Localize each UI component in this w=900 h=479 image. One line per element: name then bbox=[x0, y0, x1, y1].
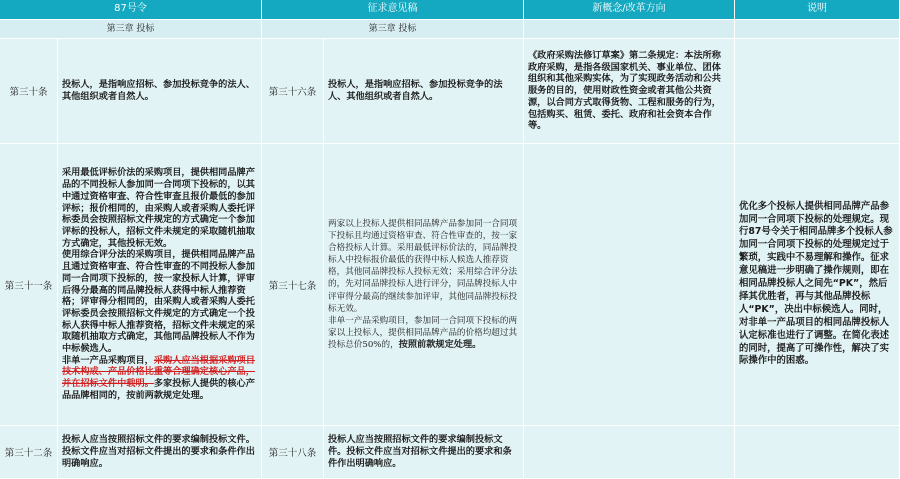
row2-old-text bbox=[58, 144, 262, 426]
row2-old-para-1: 采用最低评标价法的采购项目，提供相同品牌产品的不同投标人参加同一合同项下投标的，以其中通过资格审查、符合性审查且报价最低的参加评标；报价相同的，由采购人或者采购人委托评标委员会按照招标文件规定的方式确定一个参加评标的投标人，招标文件未规定的采取随机抽取方式确定，其他投标无效。 bbox=[62, 167, 255, 249]
row3-notes-empty bbox=[735, 426, 900, 479]
row1-old-article: 第三十条 bbox=[0, 39, 58, 144]
row2-notes-text bbox=[735, 144, 900, 426]
row1-old-text bbox=[58, 39, 262, 144]
row2-old-para-2: 使用综合评分法的采购项目，提供相同品牌产品且通过资格审查、符合性审查的不同投标人参加同一合同项下投标的，按一家投标人计算，评审后得分最高的同品牌投标人获得中标人推荐资格；评审得分相同的，由采购人或者采购人委托评标委员会按照招标文件规定的方式确定一个投标人获得中标人推荐资格，招标文件未规定的采取随机抽取方式确定，其他同品牌投标人不作为中标候选人。 bbox=[62, 249, 255, 355]
header-old-law: 87号令 bbox=[0, 0, 262, 20]
row3-concept-empty bbox=[524, 426, 735, 479]
chapter-old: 第三章 投标 bbox=[0, 20, 262, 39]
row1-concept-text bbox=[524, 39, 735, 144]
row3-old-text bbox=[58, 426, 262, 479]
row2-old-para-3c: 多家投标人提供的核心产品品牌相同的，按前两款规定处理。 bbox=[62, 378, 255, 401]
row2-concept-empty bbox=[524, 144, 735, 426]
row1-old-text-content: 投标人，是指响应招标、参加投标竞争的法人、其他组织或者自然人。 bbox=[62, 79, 255, 102]
row3-new-article: 第三十八条 bbox=[262, 426, 324, 479]
row1-notes-empty bbox=[735, 39, 900, 144]
row2-old-para-3 bbox=[62, 355, 257, 402]
row2-new-text bbox=[324, 144, 524, 426]
chapter-new: 第三章 投标 bbox=[262, 20, 524, 39]
row3-old-text-content: 投标人应当按照招标文件的要求编制投标文件。投标文件应当对招标文件提出的要求和条件作出明确响应。 bbox=[62, 434, 255, 469]
row3-new-text bbox=[324, 426, 524, 479]
row2-new-para-2a: 非单一产品采购项目，参加同一合同项下投标的两家以上投标人，提供相同品牌产品的价格均超过其投标总价50%的， bbox=[328, 315, 518, 350]
row1-new-text-content: 投标人，是指响应招标、参加投标竞争的法人、其他组织或者自然人。 bbox=[328, 79, 503, 102]
row2-old-article: 第三十一条 bbox=[0, 144, 58, 426]
header-draft: 征求意见稿 bbox=[262, 0, 524, 20]
row2-old-deleted-text: 采购人应当根据采购项目技术构成、产品价格比重等合理确定核心产品，并在招标文件中载明。 bbox=[62, 354, 255, 390]
row2-new-article: 第三十七条 bbox=[262, 144, 324, 426]
row1-new-article: 第三十六条 bbox=[262, 39, 324, 144]
row3-new-text-content: 投标人应当按照招标文件的要求编制投标文件。投标文件应当对招标文件提出的要求和条件作出明确响应。 bbox=[328, 434, 512, 469]
chapter-notes-empty bbox=[735, 20, 900, 39]
row2-new-para-2 bbox=[328, 315, 519, 351]
header-concept: 新概念/改革方向 bbox=[524, 0, 735, 20]
row2-notes-content: 优化多个投标人提供相同品牌产品参加同一合同项下投标的处理规定。现行87号令关于相同品牌多个投标人参加同一合同项下投标的处理规定过于繁琐，实践中不易理解和操作。征求意见稿进一步明确了操作规则，即在相同品牌投标人之间先“PK”，然后择其优胜者，再与其他品牌投标人“PK”，决出中标候选人。同时，对非单一产品项目的相同品牌投标人认定标准也进行了调整。在简化表述的同时，提高了可操作性，解决了实际操作中的困惑。 bbox=[739, 200, 893, 367]
row2-old-para-3a: 非单一产品采购项目， bbox=[62, 354, 154, 366]
chapter-concept-empty bbox=[524, 20, 735, 39]
row2-new-para-1: 两家以上投标人提供相同品牌产品参加同一合同项下投标且均通过资格审查、符合性审查的，按一家合格投标人计算。采用最低评标价法的，同品牌投标人中投标报价最低的获得中标人候选人推荐资格，其他同品牌投标人投标无效；采用综合评分法的，先对同品牌投标人进行评分，同品牌投标人中评审得分最高的继续参加评审，其他同品牌投标投标无效。 bbox=[328, 218, 518, 314]
header-notes: 说明 bbox=[735, 0, 900, 20]
row3-old-article: 第三十二条 bbox=[0, 426, 58, 479]
row1-new-text bbox=[324, 39, 524, 144]
row1-concept-text-content: 《政府采购法修订草案》第二条规定：本法所称政府采购，是指各级国家机关、事业单位、团体组织和其他采购实体，为了实现政务活动和公共服务的目的，使用财政性资金或者其他公共资源，以合同方式取得货物、工程和服务的行为，包括购买、租赁、委托、政府和社会资本合作等。 bbox=[528, 50, 721, 132]
row2-new-para-2b: 按照前款规定处理。 bbox=[398, 338, 482, 350]
